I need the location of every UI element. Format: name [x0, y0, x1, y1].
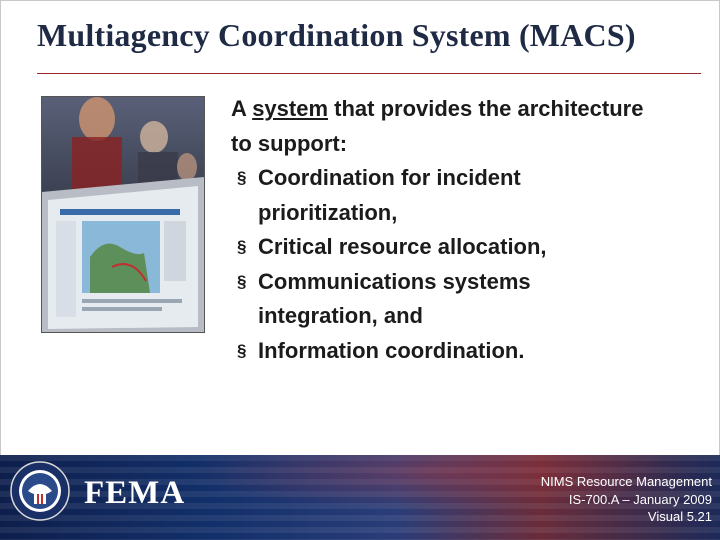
bullet-marker: § [237, 168, 247, 187]
bullet-list [231, 161, 651, 368]
intro-text [231, 92, 651, 161]
slide-title: Multiagency Coordination System (MACS) [37, 17, 636, 53]
footer-caption [541, 473, 712, 526]
footer-course-id: IS-700.A – January 2009 [568, 491, 712, 507]
list-item [231, 230, 651, 265]
photo-illustration [42, 97, 204, 332]
bullet-marker: § [237, 237, 247, 256]
bullet-text: Information coordination. [258, 337, 525, 363]
intro-emphasis: system [252, 96, 329, 121]
dhs-seal-icon [10, 461, 70, 521]
list-item [231, 334, 651, 369]
intro-prefix: A [231, 96, 253, 121]
bullet-text: Critical resource allocation, [258, 234, 547, 259]
bullet-marker: § [237, 271, 247, 291]
intro-suffix: that provides the architecture to support: [231, 96, 644, 156]
footer-course-title: NIMS Resource Management [540, 474, 712, 489]
footer-banner [0, 455, 720, 540]
bullet-text: Communications systems integration, and [258, 268, 531, 328]
title-rule [37, 73, 701, 74]
fema-logo: FEMA [84, 475, 186, 511]
slide-body [231, 92, 651, 368]
list-item [231, 161, 651, 230]
list-item [231, 265, 651, 334]
bullet-marker: § [237, 340, 247, 360]
bullet-text: Coordination for incident prioritization, [258, 165, 521, 225]
photo-ops-center-monitor [41, 96, 205, 333]
footer-visual-number: Visual 5.21 [647, 509, 712, 524]
